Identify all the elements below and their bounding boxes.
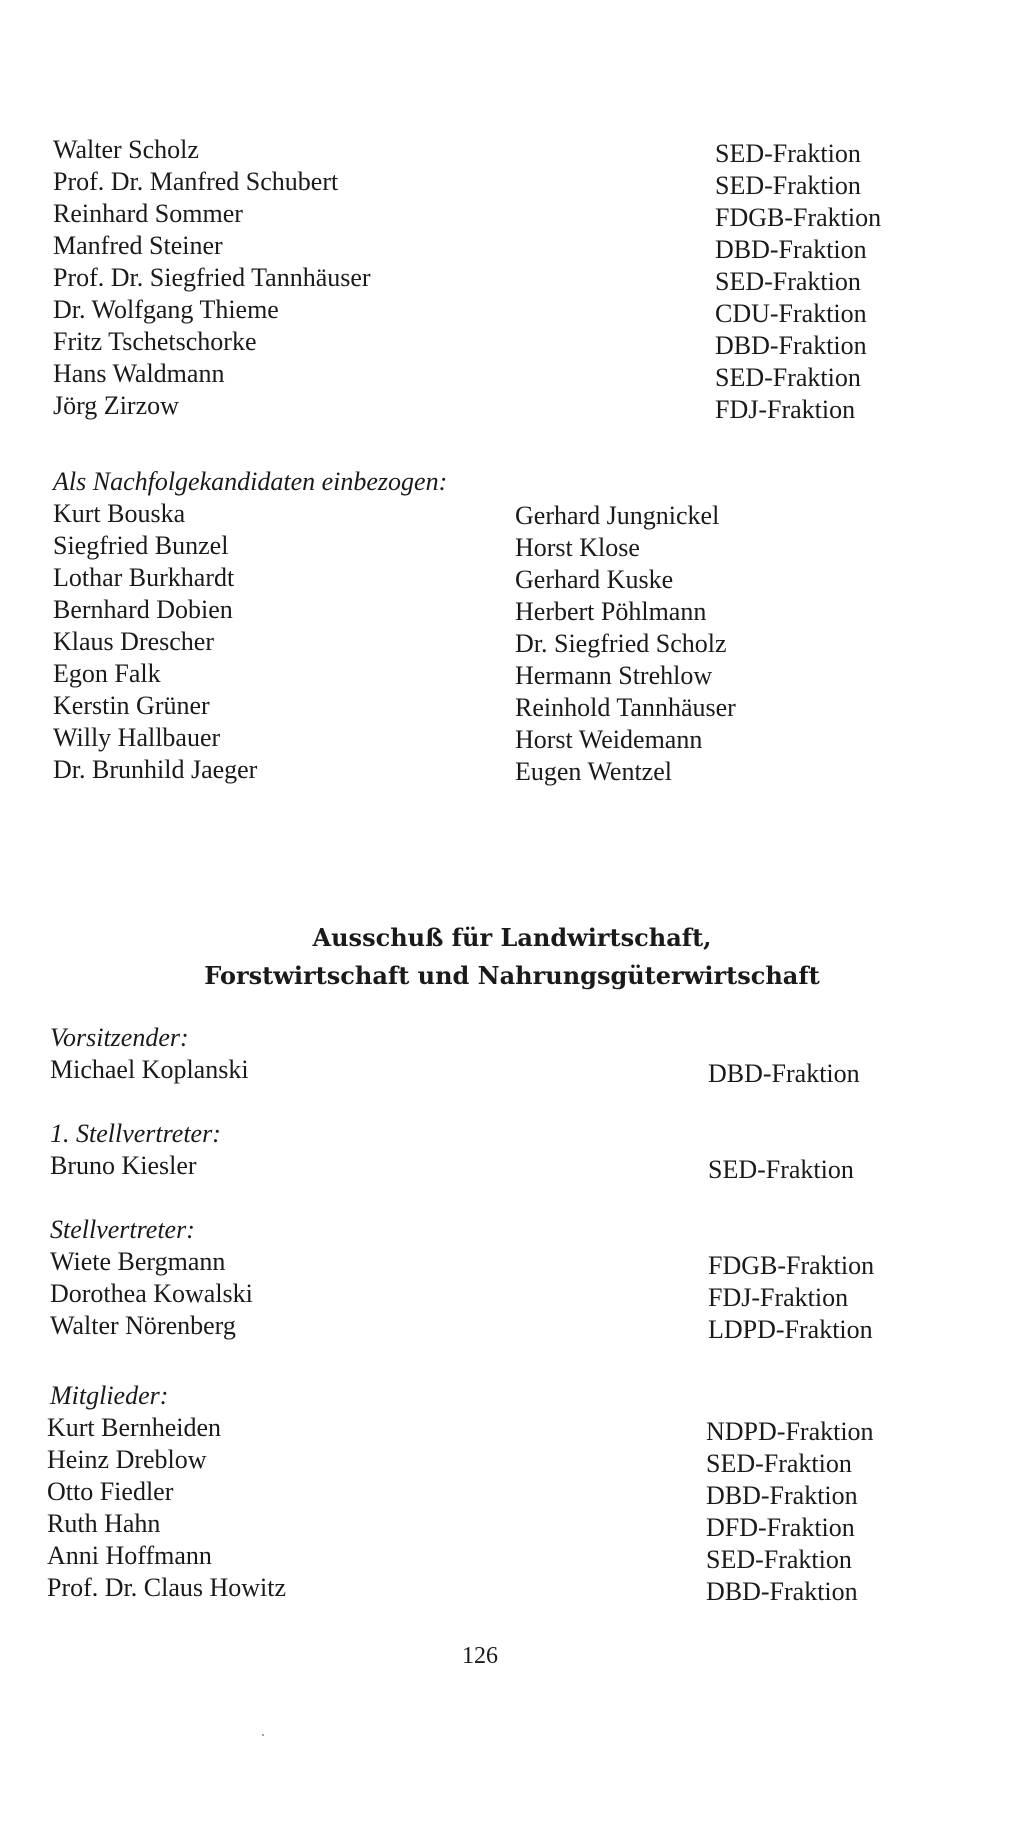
- successor-name: Gerhard Kuske: [515, 565, 674, 594]
- page-number: 126: [462, 1643, 498, 1669]
- chair-label: Vorsitzender:: [50, 1023, 189, 1052]
- member-faction: DBD-Fraktion: [715, 331, 867, 360]
- member-faction: FDJ-Fraktion: [715, 395, 856, 424]
- successor-name: Bernhard Dobien: [53, 595, 233, 624]
- successor-name: Siegfried Bunzel: [53, 531, 229, 560]
- successor-name: Dr. Siegfried Scholz: [515, 629, 727, 658]
- successor-name: Willy Hallbauer: [53, 723, 221, 752]
- member-name: Reinhard Sommer: [53, 199, 243, 228]
- deputy-faction: FDGB-Fraktion: [708, 1251, 875, 1280]
- first-deputy-label: 1. Stellvertreter:: [50, 1119, 221, 1148]
- scan-speck: [262, 1734, 264, 1736]
- member-name: Hans Waldmann: [53, 359, 225, 388]
- member-name: Jörg Zirzow: [53, 391, 179, 420]
- member-faction: SED-Fraktion: [715, 267, 861, 296]
- successor-name: Reinhold Tannhäuser: [515, 693, 736, 722]
- chair-name: Michael Koplanski: [50, 1055, 249, 1084]
- committee-member-faction: SED-Fraktion: [706, 1545, 852, 1574]
- successor-name: Gerhard Jungnickel: [515, 501, 720, 530]
- successors-left-column: [53, 498, 257, 786]
- first-deputy-name: Bruno Kiesler: [50, 1151, 197, 1180]
- member-faction: DBD-Fraktion: [715, 235, 867, 264]
- deputy-factions: [708, 1250, 874, 1346]
- deputy-faction: FDJ-Fraktion: [708, 1283, 849, 1312]
- committee-title-line-2: Forstwirtschaft und Nahrungsgüterwirtschaft: [204, 961, 820, 990]
- committee-member-name: Ruth Hahn: [47, 1509, 161, 1538]
- successor-name: Herbert Pöhlmann: [515, 597, 707, 626]
- committee-member-faction: DBD-Fraktion: [706, 1481, 858, 1510]
- member-faction: FDGB-Fraktion: [715, 203, 882, 232]
- member-name: Prof. Dr. Siegfried Tannhäuser: [53, 263, 371, 292]
- member-faction: SED-Fraktion: [715, 171, 861, 200]
- committee-title-line-1: Ausschuß für Landwirtschaft,: [312, 923, 712, 952]
- committee-member-name: Otto Fiedler: [47, 1477, 174, 1506]
- member-name: Prof. Dr. Manfred Schubert: [53, 167, 339, 196]
- member-faction: SED-Fraktion: [715, 139, 861, 168]
- committee-member-faction: NDPD-Fraktion: [706, 1417, 874, 1446]
- successor-name: Egon Falk: [53, 659, 161, 688]
- committee-member-name: Kurt Bernheiden: [47, 1413, 222, 1442]
- successor-name: Horst Klose: [515, 533, 640, 562]
- chair-faction: DBD-Fraktion: [708, 1059, 860, 1088]
- successor-name: Kerstin Grüner: [53, 691, 210, 720]
- committee-member-faction: DBD-Fraktion: [706, 1577, 858, 1606]
- successors-label: Als Nachfolgekandidaten einbezogen:: [53, 467, 448, 496]
- member-name: Walter Scholz: [53, 135, 199, 164]
- deputies-label: Stellvertreter:: [50, 1215, 195, 1244]
- deputy-names: [50, 1246, 253, 1342]
- member-name: Fritz Tschetschorke: [53, 327, 257, 356]
- committee-member-name: Heinz Dreblow: [47, 1445, 207, 1474]
- successor-name: Eugen Wentzel: [515, 757, 672, 786]
- deputy-name: Wiete Bergmann: [50, 1247, 226, 1276]
- members-label: Mitglieder:: [50, 1381, 169, 1410]
- successor-name: Lothar Burkhardt: [53, 563, 235, 592]
- successor-name: Hermann Strehlow: [515, 661, 713, 690]
- successor-name: Dr. Brunhild Jaeger: [53, 755, 258, 784]
- committee-member-faction: SED-Fraktion: [706, 1449, 852, 1478]
- successor-name: Klaus Drescher: [53, 627, 214, 656]
- first-deputy-faction: SED-Fraktion: [708, 1155, 854, 1184]
- top-member-factions: [715, 138, 881, 426]
- member-name: Manfred Steiner: [53, 231, 223, 260]
- deputy-faction: LDPD-Fraktion: [708, 1315, 873, 1344]
- committee-member-name: Prof. Dr. Claus Howitz: [47, 1573, 287, 1602]
- deputy-name: Walter Nörenberg: [50, 1311, 236, 1340]
- member-name: Dr. Wolfgang Thieme: [53, 295, 279, 324]
- committee-member-names: [47, 1412, 286, 1604]
- successor-name: Kurt Bouska: [53, 499, 186, 528]
- successors-right-column: [515, 500, 736, 788]
- member-faction: CDU-Fraktion: [715, 299, 867, 328]
- member-faction: SED-Fraktion: [715, 363, 861, 392]
- committee-member-factions: [706, 1416, 874, 1608]
- deputy-name: Dorothea Kowalski: [50, 1279, 253, 1308]
- top-member-names: [53, 134, 371, 422]
- successor-name: Horst Weidemann: [515, 725, 703, 754]
- committee-member-name: Anni Hoffmann: [47, 1541, 212, 1570]
- committee-member-faction: DFD-Fraktion: [706, 1513, 855, 1542]
